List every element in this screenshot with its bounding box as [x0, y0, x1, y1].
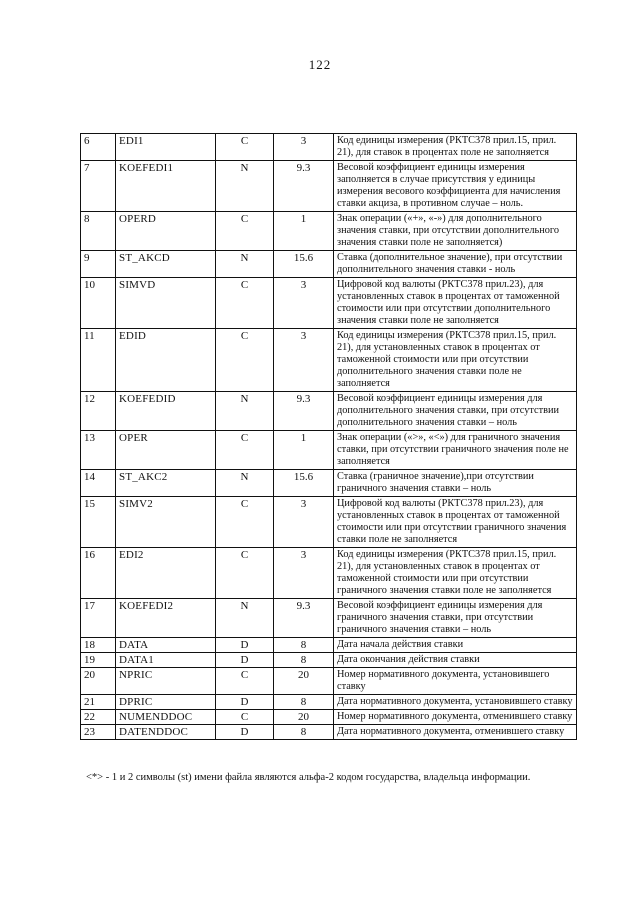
field-type: D	[216, 725, 274, 740]
field-number: 22	[81, 710, 116, 725]
field-name: KOEFEDI1	[116, 161, 216, 212]
field-description: Дата окончания действия ставки	[334, 653, 577, 668]
table-row	[81, 392, 577, 431]
field-length: 8	[274, 638, 334, 653]
table-row	[81, 695, 577, 710]
field-name: ST_AKCD	[116, 251, 216, 278]
field-type: C	[216, 431, 274, 470]
page-number: 122	[308, 57, 332, 72]
field-name: DPRIC	[116, 695, 216, 710]
table-row	[81, 710, 577, 725]
field-number: 13	[81, 431, 116, 470]
table-row	[81, 470, 577, 497]
field-length: 15.6	[274, 251, 334, 278]
field-number: 20	[81, 668, 116, 695]
field-length: 3	[274, 329, 334, 392]
field-length: 3	[274, 278, 334, 329]
field-type: N	[216, 161, 274, 212]
field-type: C	[216, 329, 274, 392]
field-length: 8	[274, 653, 334, 668]
field-description: Ставка (граничное значение),при отсутствии граничного значения ставки – ноль	[334, 470, 577, 497]
field-number: 18	[81, 638, 116, 653]
table-row	[81, 668, 577, 695]
field-description: Весовой коэффициент единицы измерения для дополнительного значения ставки, при отсутствии дополнительного значения ставки – ноль	[334, 392, 577, 431]
field-length: 3	[274, 497, 334, 548]
field-description: Дата нормативного документа, установившего ставку	[334, 695, 577, 710]
field-length: 9.3	[274, 599, 334, 638]
table-row	[81, 251, 577, 278]
table-row	[81, 329, 577, 392]
field-number: 15	[81, 497, 116, 548]
field-length: 3	[274, 134, 334, 161]
field-length: 9.3	[274, 392, 334, 431]
field-name: EDI2	[116, 548, 216, 599]
table-row	[81, 653, 577, 668]
field-number: 12	[81, 392, 116, 431]
field-number: 16	[81, 548, 116, 599]
table-row	[81, 599, 577, 638]
table-row	[81, 161, 577, 212]
field-description: Номер нормативного документа, установившего ставку	[334, 668, 577, 695]
table-row	[81, 638, 577, 653]
field-number: 10	[81, 278, 116, 329]
field-type: C	[216, 278, 274, 329]
field-name: EDID	[116, 329, 216, 392]
field-description: Цифровой код валюты (РКТС378 прил.23), для установленных ставок в процентах от таможенной стоимости или при отсутствии граничного значения ставки поле не заполняется	[334, 497, 577, 548]
field-spec-table	[80, 133, 577, 740]
field-description: Весовой коэффициент единицы измерения заполняется в случае присутствия у единицы измерения весового коэффициента для начисления ставки акциза, в противном случае – ноль.	[334, 161, 577, 212]
field-spec-table-body	[81, 134, 577, 740]
field-description: Ставка (дополнительное значение), при отсутствии дополнительного значения ставки - ноль	[334, 251, 577, 278]
field-name: ST_AKC2	[116, 470, 216, 497]
field-name: SIMVD	[116, 278, 216, 329]
field-type: C	[216, 134, 274, 161]
footnote: <*> - 1 и 2 символы (st) имени файла являются альфа-2 кодом государства, владельца информации.	[86, 772, 531, 783]
field-number: 14	[81, 470, 116, 497]
field-number: 6	[81, 134, 116, 161]
field-description: Цифровой код валюты (РКТС378 прил.23), для установленных ставок в процентах от таможенной стоимости или при отсутствии дополнительного значения ставки поле не заполняется	[334, 278, 577, 329]
field-description: Номер нормативного документа, отменившего ставку	[334, 710, 577, 725]
field-name: DATENDDOC	[116, 725, 216, 740]
table-row	[81, 431, 577, 470]
table-row	[81, 548, 577, 599]
field-type: C	[216, 497, 274, 548]
field-length: 1	[274, 212, 334, 251]
field-description: Код единицы измерения (РКТС378 прил.15, прил. 21), для установленных ставок в процентах от таможенной стоимости или при отсутствии граничного значения ставки поле не заполняется	[334, 548, 577, 599]
table-row	[81, 497, 577, 548]
field-type: C	[216, 710, 274, 725]
field-length: 9.3	[274, 161, 334, 212]
field-name: OPER	[116, 431, 216, 470]
field-description: Знак операции («>», «<») для граничного значения ставки, при отсутствии граничного значения поле не заполняется	[334, 431, 577, 470]
field-description: Код единицы измерения (РКТС378 прил.15, прил. 21), для установленных ставок в процентах от таможенной стоимости или при отсутствии дополнительного значения ставки поле не заполняется	[334, 329, 577, 392]
field-number: 11	[81, 329, 116, 392]
field-type: C	[216, 212, 274, 251]
field-number: 9	[81, 251, 116, 278]
field-name: DATA1	[116, 653, 216, 668]
field-length: 8	[274, 695, 334, 710]
field-type: C	[216, 548, 274, 599]
field-number: 7	[81, 161, 116, 212]
field-number: 19	[81, 653, 116, 668]
field-type: N	[216, 392, 274, 431]
field-description: Дата начала действия ставки	[334, 638, 577, 653]
field-name: SIMV2	[116, 497, 216, 548]
field-length: 8	[274, 725, 334, 740]
field-length: 20	[274, 668, 334, 695]
field-type: D	[216, 638, 274, 653]
field-length: 3	[274, 548, 334, 599]
field-description: Знак операции («+», «-») для дополнительного значения ставки, при отсутствии дополнительного значения ставки поле не заполняется)	[334, 212, 577, 251]
field-type: N	[216, 251, 274, 278]
field-name: KOEFEDID	[116, 392, 216, 431]
field-type: N	[216, 599, 274, 638]
field-number: 23	[81, 725, 116, 740]
field-number: 17	[81, 599, 116, 638]
field-length: 20	[274, 710, 334, 725]
field-name: DATA	[116, 638, 216, 653]
field-length: 15.6	[274, 470, 334, 497]
field-description: Код единицы измерения (РКТС378 прил.15, прил. 21), для ставок в процентах поле не заполняется	[334, 134, 577, 161]
table-row	[81, 278, 577, 329]
field-type: D	[216, 653, 274, 668]
field-name: OPERD	[116, 212, 216, 251]
field-type: N	[216, 470, 274, 497]
field-name: NPRIC	[116, 668, 216, 695]
field-number: 21	[81, 695, 116, 710]
field-type: C	[216, 668, 274, 695]
table-row	[81, 212, 577, 251]
field-description: Весовой коэффициент единицы измерения для граничного значения ставки, при отсутствии граничного значения ставки – ноль	[334, 599, 577, 638]
field-type: D	[216, 695, 274, 710]
field-number: 8	[81, 212, 116, 251]
field-name: NUMENDDOC	[116, 710, 216, 725]
field-length: 1	[274, 431, 334, 470]
field-name: KOEFEDI2	[116, 599, 216, 638]
table-row	[81, 134, 577, 161]
field-description: Дата нормативного документа, отменившего ставку	[334, 725, 577, 740]
table-row	[81, 725, 577, 740]
field-name: EDI1	[116, 134, 216, 161]
